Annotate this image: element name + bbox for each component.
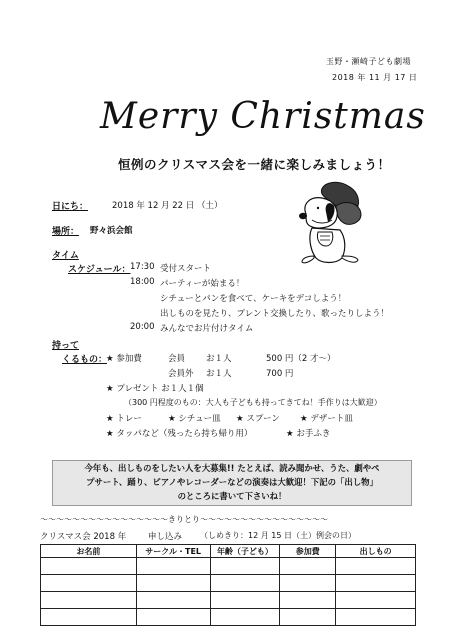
form-cell[interactable] [280, 592, 336, 609]
form-cell[interactable] [336, 592, 416, 609]
application-table [40, 544, 416, 626]
form-cell[interactable] [210, 575, 280, 592]
form-cell[interactable] [280, 575, 336, 592]
form-cell[interactable] [41, 575, 137, 592]
schedule-time: 17:30 [130, 262, 155, 272]
nonmembers-count: お１人 [206, 369, 232, 379]
item-dessert-plate: ★ デザート皿 [300, 414, 353, 424]
members-count: お１人 [206, 354, 232, 364]
fee-label: ★ 参加費 [106, 354, 142, 364]
schedule-text: 出しものを見たり、プレント交換したり、歌ったりしよう！ [160, 309, 389, 319]
schedule-time: 18:00 [130, 277, 155, 287]
date-label: 日にち： [52, 202, 89, 212]
form-deadline: （しめきり：12 月 15 日（土）例会の日） [200, 531, 356, 540]
column-fee: 参加費 [280, 545, 336, 558]
table-row [41, 558, 416, 575]
form-cell[interactable] [210, 592, 280, 609]
schedule-text: パーティーが始まる！ [160, 279, 245, 289]
form-cell[interactable] [136, 609, 210, 626]
form-cell[interactable] [336, 609, 416, 626]
item-spoon: ★ スプーン [236, 414, 280, 424]
date-value: 2018 年 12 月 22 日 （土） [112, 201, 223, 211]
members-label: 会員 [168, 354, 186, 364]
present-note: （300 円程度のもの：大人も子どもも持ってきてね！手作りは大歓迎） [124, 398, 382, 407]
page-title: Merry Christmas [100, 96, 426, 137]
schedule-label: スケジュール： [68, 265, 131, 275]
schedule-time: 20:00 [130, 322, 155, 332]
schedule-text: みんなでお片付けタイム [160, 324, 254, 334]
column-performance: 出しもの [336, 545, 416, 558]
notice-line: 今年も、出しものをしたい人を大募集!! たとえば、読み聞かせ、うた、劇やペ [84, 463, 380, 473]
nonmembers-label: 会員外 [168, 369, 194, 379]
form-cell[interactable] [336, 558, 416, 575]
item-stew-plate: ★ シチュー皿 [168, 414, 221, 424]
items-label: 持って [52, 341, 80, 351]
form-title: クリスマス会 2018 年 [40, 532, 127, 542]
form-cell[interactable] [280, 609, 336, 626]
notice-line: のところに書いて下さいね！ [177, 491, 287, 501]
table-row [41, 575, 416, 592]
place-value: 野々浜会館 [90, 226, 133, 236]
items-label: くるもの： [62, 355, 108, 365]
form-cell[interactable] [210, 609, 280, 626]
column-age: 年齢（子ども） [210, 545, 280, 558]
issue-date: 2018 年 11 月 17 日 [332, 73, 418, 82]
form-cell[interactable] [136, 592, 210, 609]
item-wipes: ★ お手ふき [286, 429, 331, 439]
form-cell[interactable] [41, 592, 137, 609]
organizer: 玉野・瀬崎子ども劇場 [326, 57, 411, 66]
table-row [41, 609, 416, 626]
column-name: お名前 [41, 545, 137, 558]
time-label: タイム [52, 251, 79, 261]
form-cell[interactable] [336, 575, 416, 592]
item-tupperware: ★ タッパなど（残ったら持ち帰り用） [106, 429, 253, 439]
notice-line: プサート、踊り、ピアノやレコーダーなどの演奏は大歓迎！下記の「出し物」 [86, 477, 378, 487]
members-price: 500 円（2 才〜） [266, 354, 336, 364]
present-item: ★ プレゼント お１人１個 [106, 384, 204, 394]
subtitle: 恒例のクリスマス会を一緒に楽しみましょう！ [118, 157, 391, 172]
nonmembers-price: 700 円 [266, 369, 294, 379]
form-cell[interactable] [41, 609, 137, 626]
schedule-text: シチューとパンを食べて、ケーキをデコしよう！ [160, 294, 347, 304]
schedule-text: 受付スタート [160, 264, 212, 274]
form-cell[interactable] [210, 558, 280, 575]
cut-line: 〜〜〜〜〜〜〜〜〜〜〜〜〜〜〜〜きりとり〜〜〜〜〜〜〜〜〜〜〜〜〜〜〜〜 [40, 515, 328, 524]
snoopy-illustration [292, 180, 368, 268]
place-label: 場所： [52, 227, 80, 237]
table-header-row [41, 545, 416, 558]
form-cell[interactable] [136, 575, 210, 592]
table-row [41, 592, 416, 609]
form-cell[interactable] [41, 558, 137, 575]
form-cell[interactable] [136, 558, 210, 575]
column-circle-tel: サークル・TEL [136, 545, 210, 558]
form-cell[interactable] [280, 558, 336, 575]
item-tray: ★ トレー [106, 414, 142, 424]
notice-box [52, 460, 412, 506]
form-apply: 申し込み [148, 532, 183, 542]
